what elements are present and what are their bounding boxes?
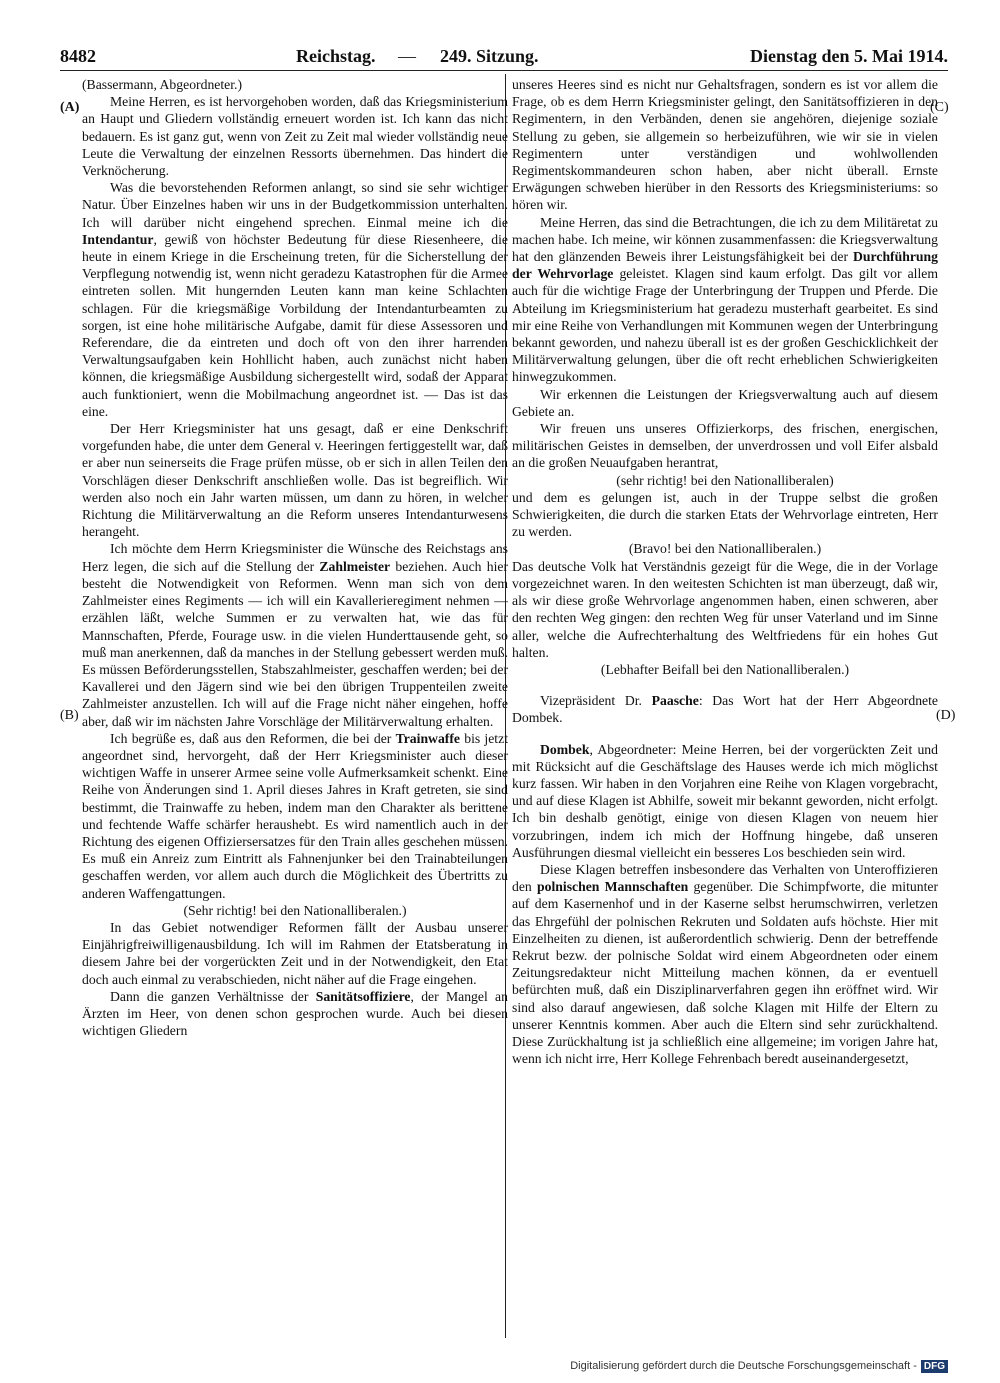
speaker-paragraph: Dombek, Abgeordneter: Meine Herren, bei der vorgerückten Zeit und mit Rücksicht auf die Geschäftslage des Hauses werde ich mich möglichst kurz fassen. Wir haben in den Vorjahren eine Reihe von Klagen vorgebracht, und auf diese Klagen ist Abhilfe, soweit mir bekannt geworden, nicht erfolgt. Ich bin deshalb genötigt, einige von diesen Klagen von neuem hier vorzubringen, indem ich mich der Hoffnung hingebe, daß unseren Ausführungen diesmal vielleicht ein besseres Los beschieden sein wird. (512, 741, 938, 860)
page-number: 8482 (60, 46, 96, 66)
interjection: (Sehr richtig! bei den Nationalliberalen.) (183, 902, 407, 918)
paragraph: Wir freuen uns unseres Offizierkorps, des frischen, energischen, militärischen Geistes in demselben, der unverdrossen und voll Eifer alsbald an die großen Neuaufgaben herantrat, (512, 421, 938, 471)
header-title: Reichstag. (296, 46, 376, 66)
paragraph: Der Herr Kriegsminister hat uns gesagt, daß er eine Denkschrift vorgefunden habe, die unter dem General v. Heeringen fertiggestellt war, daß er aber nun seinerseits die Frage prüfen müsse, ob er sich in allen Teilen den Vorschlägen dieser Denkschrift anschließen wolle. Das ist begreiflich. Wir werden also noch ein Jahr warten müssen, um dann zu hören, in welcher Richtung die Militärverwaltung an die Reform unseres Intendanturwesens herangeht. (82, 421, 508, 540)
emphasis-term: Durchführung der Wehrvorlage (512, 249, 938, 282)
paragraph: In das Gebiet notwendiger Reformen fällt der Ausbau unserer Einjährigfreiwilligenausbildung. Ich will im Rahmen der Etatsberatung in diesem Jahre bei der vorgerückten Zeit und in der Notwendigkeit, den Etat doch auch einmal zu verabschieden, nicht näher auf die Frage eingehen. (82, 919, 508, 987)
paragraph: Meine Herren, das sind die Betrachtungen, die ich zu dem Militäretat zu machen habe. Ich meine, wir können zusammenfassen: die Kriegsverwaltung hat den glänzenden Beweis ihrer Leistungsfähigkeit bei der Durchführung der Wehrvorlage geleistet. Klagen sind kaum erfolgt. Das gilt vor allem auch für die wichtige Frage der Unterbringung der Truppen und Pferde. Die Abteilung im Kriegsministerium hat geradezu musterhaft gearbeitet. Es sind mir eine Reihe von Verhandlungen mit Kommunen wegen der Unterbringung bekannt geworden, und nahezu überall ist es der großen Geschicklichkeit der Militärverwaltung gelungen, über die oft recht erheblichen Schwierigkeiten hinwegzukommen. (512, 214, 938, 385)
interjection: (Lebhafter Beifall bei den Nationalliberalen.) (600, 661, 850, 677)
speaker-name: Paasche (651, 693, 699, 709)
dfg-logo: DFG (921, 1360, 948, 1373)
paragraph: Meine Herren, es ist hervorgehoben worden, daß das Kriegsministerium an Haupt und Gliedern vollständig erneuert worden ist. Ich kann das nicht bedauern. Es ist ganz gut, wenn von Zeit zu Zeit mal wieder vollständig neue Leute die Verwaltung der einzelnen Ressorts übernehmen. Das hindert die Verknöcherung. (82, 94, 508, 179)
emphasis-term: Trainwaffe (395, 730, 460, 746)
interjection: (sehr richtig! bei den Nationalliberalen) (616, 472, 834, 488)
paragraph: Ich begrüße es, daß aus den Reformen, die bei der Trainwaffe bis jetzt angeordnet sind, hervorgeht, daß der Herr Kriegsminister auch dieser wichtigen Waffe in unserer Armee seine volle Aufmerksamkeit schenkt. Eine Reihe von Änderungen sind 1. April dieses Jahres in Kraft getreten, sie sind bestimmt, die Trainwaffe zu heben, indem man den Charakter als berittene und fechtende Waffe schärfer heraushebt. Es wird namentlich auch in der Richtung des eigenen Offiziersersatzes für den Train alles geschehen müssen. Es muß ein Anreiz zum Eintritt als Fahnenjunker bei den Trainabteilungen geschaffen werden, vor allem auch durch die Möglichkeit des Übertritts zu anderen Waffengattungen. (82, 730, 508, 901)
speaker-paragraph: Vizepräsident Dr. Paasche: Das Wort hat der Herr Abgeordnete Dombek. (512, 693, 938, 726)
paragraph: unseres Heeres sind es nicht nur Gehaltsfragen, sondern es ist vor allem die Frage, ob es dem Herrn Kriegsminister gelingt, den Sanitätsoffizieren in den Regimentern, in den Verbänden, denen sie angehören, diejenige soziale Stellung zu geben, sie allgemein so herbeizuführen, wie wir sie in vielen Regimentern unter verständigen und wohlwollenden Regimentskommandeuren schon haben, aber nicht überall. Ernste Erwägungen schweben hierüber in den Ressorts des Kriegsministeriums: so hören wir. (512, 77, 938, 213)
paragraph: und dem es gelungen ist, auch in der Truppe selbst die großen Schwierigkeiten, die durch die starken Etats der Wehrvorlage eintreten, Herr zu werden. (512, 489, 938, 540)
digitization-footer (570, 1360, 948, 1373)
header-dash: — (398, 46, 416, 66)
speaker-note: (Bassermann, Abgeordneter.) (82, 77, 243, 92)
paragraph: Ich möchte dem Herrn Kriegsminister die Wünsche des Reichstags ans Herz legen, die sich auf die Stellung der Zahlmeister beziehen. Auch hier besteht die Notwendigkeit von Reformen. Wenn man sich von dem Zahlmeister eines Regiments — ich will ein Kavallerieregiment nehmen — erzählen läßt, welche Summen er zu verwalten hat, wie das für Mannschaften, Pferde, Fourage usw. in die vielen Hunderttausende geht, so muß man anerkennen, daß da manches in der Stellung gebessert werden muß. Es müssen Beförderungsstellen, Stabszahlmeister, geschaffen werden; bei der Kavallerei und den Jägern sind wie bei den übrigen Truppenteilen zweite Zahlmeister anzustellen. Ich will auf die Frage nicht näher eingehen, hoffe aber, daß wir im nächsten Jahre Vorschläge der Militärverwaltung erhalten. (82, 541, 508, 729)
right-column (512, 76, 938, 1338)
emphasis-term: Zahlmeister (319, 558, 391, 574)
header-session: 249. Sitzung. (440, 46, 539, 66)
margin-marker-c: (C) (930, 100, 949, 115)
interjection: (Bravo! bei den Nationalliberalen.) (628, 541, 822, 557)
speaker-name: Dombek (540, 741, 590, 757)
emphasis-term: Sanitätsoffiziere (315, 988, 411, 1004)
emphasis-term: Intendantur (82, 231, 154, 247)
left-column (82, 76, 508, 1338)
page-header (60, 44, 948, 68)
header-date: Dienstag den 5. Mai 1914. (750, 46, 948, 66)
paragraph: Dann die ganzen Verhältnisse der Sanitätsoffiziere, der Mangel an Ärzten im Heer, von denen schon gesprochen wurde. Auch bei diesen wichtigen Gliedern (82, 988, 508, 1039)
margin-marker-d: (D) (936, 708, 956, 723)
paragraph: Wir erkennen die Leistungen der Kriegsverwaltung auch auf diesem Gebiete an. (512, 386, 938, 419)
footer-text: Digitalisierung gefördert durch die Deutsche Forschungsgemeinschaft - (570, 1360, 917, 1372)
margin-marker-b: (B) (60, 708, 79, 723)
emphasis-term: polnischen Mannschaften (537, 879, 689, 895)
margin-marker-a: (A) (60, 100, 80, 115)
paragraph: Diese Klagen betreffen insbesondere das Verhalten von Unteroffizieren den polnischen Mannschaften gegenüber. Die Schimpfworte, die mitunter auf dem Kasernenhof und in der Kaserne selbst herumschwirren, verletzen das Ehrgefühl der polnischen Rekruten und Soldaten aufs höchste. Hier mit Einzelheiten zu dienen, ist außerordentlich schwierig. Denn der betreffende Rekrut bezw. der polnische Soldat wird einem Abgeordneten oder einem Zeitungsredakteur nicht Mitteilung machen können, da er eventuell befürchten muß, daß ein Disziplinarverfahren gegen ihn eröffnet wird. Wir sind also darauf angewiesen, daß solche Klagen mit Hilfe der Eltern zu unserer Kenntnis kommen. Aber auch die Eltern sind sehr zurückhaltend. Diese Zurückhaltung ist ja schließlich eine allgemeine; im vorigen Jahre hat, wenn ich nicht irre, Herr Kollege Fehrenbach beredt auseinandergesetzt, (512, 861, 938, 1067)
paragraph: Was die bevorstehenden Reformen anlangt, so sind sie sehr wichtiger Natur. Über Einzelnes haben wir uns in der Budgetkommission unterhalten. Ich will darüber nicht eingehend sprechen. Einmal meine ich die Intendantur, gewiß von höchster Bedeutung für diese Riesenheere, die heute in einem Kriege in die Erscheinung treten, für die Sicherstellung der Verpflegung notwendig ist, wenn nicht geradezu Katastrophen für die Armee eintreten sollen. Mit hungernden Leuten kann man keine Schlachten schlagen. Für die kriegsmäßige Vorbildung der Intendanturbeamten zu sorgen, ist eine hohe militärische Aufgabe, damit für diese Assessoren und Referendare, die da eintreten und doch oft von den ihrer harrenden Verwaltungsaufgaben kein Hohllicht haben, auch zunächst nicht haben können, die kriegsmäßige Ausbildung sichergestellt wird, sodaß der Apparat auch funktioniert, wenn die Mobilmachung angeordnet ist. — Das ist das eine. (82, 180, 508, 419)
paragraph: Das deutsche Volk hat Verständnis gezeigt für die Wege, die in der Vorlage vorgezeichnet waren. In den weitesten Schichten ist man überzeugt, daß wir, als wir diese große Wehrvorlage angenommen haben, einen schweren, aber den rechten Weg gingen: den rechten Weg für unser Vaterland und im Sinne aller, welche die Aufrechterhaltung des Weltfriedens für ein hohes Gut halten. (512, 558, 938, 660)
header-rule (60, 70, 948, 71)
